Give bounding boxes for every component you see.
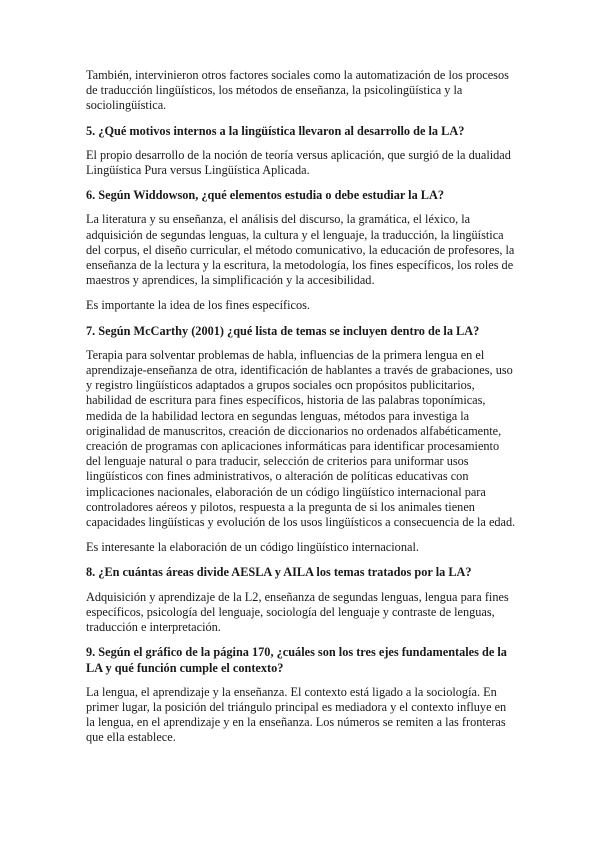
question-6-heading: 6. Según Widdowson, ¿qué elementos estudia o debe estudiar la LA? <box>86 188 445 203</box>
answer-8-paragraph: Adquisición y aprendizaje de la L2, enseñanza de segundas lenguas, lengua para fines específicos, psicología del lenguaje, sociología del lenguaje y contraste de lenguas, traducción e interpretación. <box>86 589 509 635</box>
paragraph-intro-factors: También, intervinieron otros factores sociales como la automatización de los procesos de traducción lingüísticos, los métodos de enseñanza, la psicolingüística y la sociolingüística. <box>86 68 509 113</box>
question-7-heading: 7. Según McCarthy (2001) ¿qué lista de temas se incluyen dentro de la LA? <box>86 323 480 338</box>
document-page <box>86 68 516 756</box>
answer-5-paragraph: El propio desarrollo de la noción de teoría versus aplicación, que surgió de la dualidad Lingüística Pura versus Lingüística Aplicada. <box>86 147 511 178</box>
answer-9-paragraph: La lengua, el aprendizaje y la enseñanza. El contexto está ligado a la sociología. En primer lugar, la posición del triángulo principal es mediadora y el contexto influye en la lengua, en el aprendizaje y en la enseñanza. Los números se remiten a las fronteras que ella establece. <box>86 684 507 745</box>
answer-6-paragraph: La literatura y su enseñanza, el análisis del discurso, la gramática, el léxico, la adquisición de segundas lenguas, la cultura y el lenguaje, la traducción, la lingüística del corpus, el diseño curricular, el método comunicativo, la educación de profesores, la enseñanza de la lectura y la escritura, la metodología, los fines específicos, los roles de maestros y aprendices, la simplificación y la accesibilidad. <box>86 212 515 288</box>
question-8-heading: 8. ¿En cuántas áreas divide AESLA y AILA los temas tratados por la LA? <box>86 565 472 580</box>
question-5-heading: 5. ¿Qué motivos internos a la lingüística llevaron al desarrollo de la LA? <box>86 123 465 138</box>
answer-7-note: Es interesante la elaboración de un código lingüístico internacional. <box>86 540 419 555</box>
question-9-heading: 9. Según el gráfico de la página 170, ¿cuáles son los tres ejes fundamentales de la LA y qué función cumple el contexto? <box>86 645 507 675</box>
answer-7-paragraph: Terapia para solventar problemas de habla, influencias de la primera lengua en el aprendizaje-enseñanza de otra, identificación de hablantes a través de grabaciones, uso y registro lingüísticos adaptados a grupos sociales ocn propósitos publicitarios, habilidad de escritura para fines específicos, historia de las palabras toponímicas, medida de la habilidad lectora en segundas lenguas, métodos para investiga la originalidad de manuscritos, creación de diccionarios no ordenados alfabéticamente, creación de programas con aplicaciones informáticas para identificar procesamiento del lenguaje natural o para traducir, selección de criterios para uniformar usos lingüísticos con fines administrativos, o alteración de políticas educativas con implicaciones nacionales, elaboración de un código lingüístico internacional para controladores aéreos y pilotos, respuesta a la pregunta de si los animales tienen capacidades lingüísticas y evolución de los usos lingüísticos a consecuencia de la edad. <box>86 347 516 530</box>
answer-6-note: Es importante la idea de los fines específicos. <box>86 298 311 313</box>
